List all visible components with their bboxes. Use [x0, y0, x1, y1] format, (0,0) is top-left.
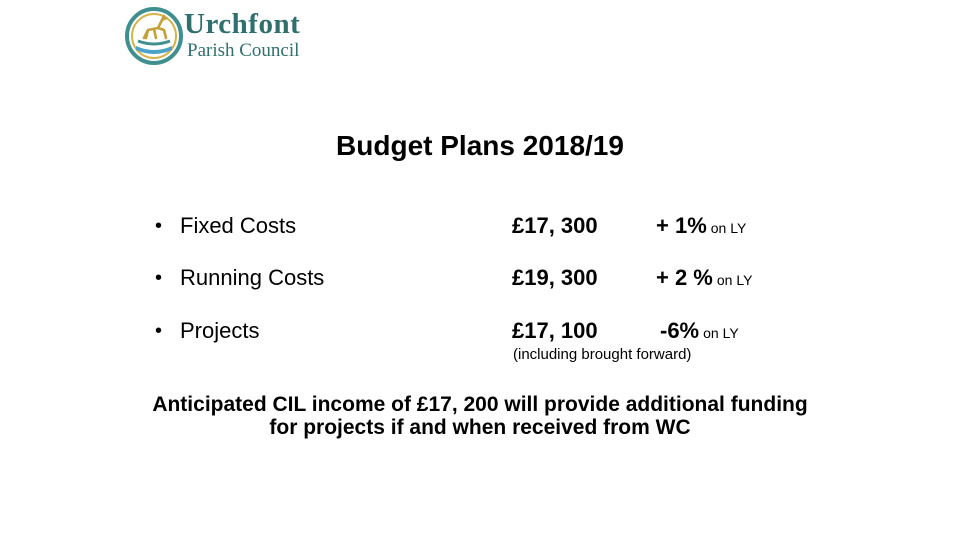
budget-label: Projects	[180, 318, 260, 343]
footer-line-1: Anticipated CIL income of £17, 200 will provide additional funding	[152, 393, 808, 416]
budget-change	[660, 318, 739, 344]
budget-change	[656, 265, 752, 291]
change-value: + 2 %	[656, 265, 713, 290]
bullet: •	[155, 215, 163, 237]
change-note: on LY	[710, 220, 747, 236]
logo-name: Urchfont	[184, 8, 301, 40]
cil-income-note	[0, 393, 960, 439]
urchfont-logo	[124, 6, 304, 68]
logo-subtitle: Parish Council	[187, 40, 300, 61]
budget-label: Running Costs	[180, 265, 325, 290]
change-value: + 1%	[656, 213, 707, 238]
projects-note: (including brought forward)	[513, 346, 692, 363]
footer-line-2: for projects if and when received from WC	[269, 416, 691, 439]
budget-change	[656, 213, 746, 239]
deer-emblem-icon	[124, 6, 184, 66]
budget-row-running-costs	[0, 265, 960, 295]
change-note: on LY	[716, 272, 753, 288]
bullet: •	[155, 267, 163, 289]
budget-amount: £17, 300	[512, 213, 598, 238]
bullet: •	[155, 320, 163, 342]
budget-label: Fixed Costs	[180, 213, 297, 238]
change-note: on LY	[703, 325, 739, 341]
budget-row-fixed-costs	[0, 213, 960, 243]
budget-amount: £17, 100	[512, 318, 598, 343]
change-value: -6%	[660, 318, 700, 343]
slide-title: Budget Plans 2018/19	[336, 130, 624, 161]
budget-amount: £19, 300	[512, 265, 598, 290]
budget-row-projects	[0, 318, 960, 348]
